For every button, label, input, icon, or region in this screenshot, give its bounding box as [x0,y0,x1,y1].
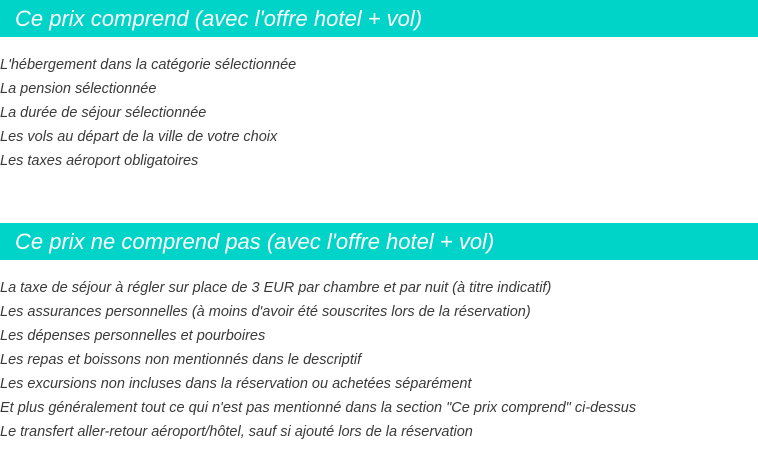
list-item: L'hébergement dans la catégorie sélectionnée [0,57,297,73]
list-item: Les dépenses personnelles et pourboires [0,328,266,344]
list-item: Et plus généralement tout ce qui n'est pas mentionné dans la section "Ce prix comprend" ci-dessus [0,400,637,416]
list-item: Les repas et boissons non mentionnés dans le descriptif [0,352,362,368]
included-section-title: Ce prix comprend (avec l'offre hotel + vol) [0,0,758,37]
list-item: Les assurances personnelles (à moins d'avoir été souscrites lors de la réservation) [0,304,531,320]
list-item: Les taxes aéroport obligatoires [0,153,199,169]
included-list [0,53,296,173]
list-item: Les vols au départ de la ville de votre choix [0,129,278,145]
excluded-list [0,276,636,444]
list-item: Les excursions non incluses dans la réservation ou achetées séparément [0,376,472,392]
list-item: La taxe de séjour à régler sur place de 3 EUR par chambre et par nuit (à titre indicatif) [0,280,552,296]
list-item: La pension sélectionnée [0,81,157,97]
list-item: Le transfert aller-retour aéroport/hôtel, sauf si ajouté lors de la réservation [0,424,473,440]
list-item: La durée de séjour sélectionnée [0,105,207,121]
excluded-section-title: Ce prix ne comprend pas (avec l'offre hotel + vol) [0,223,758,260]
